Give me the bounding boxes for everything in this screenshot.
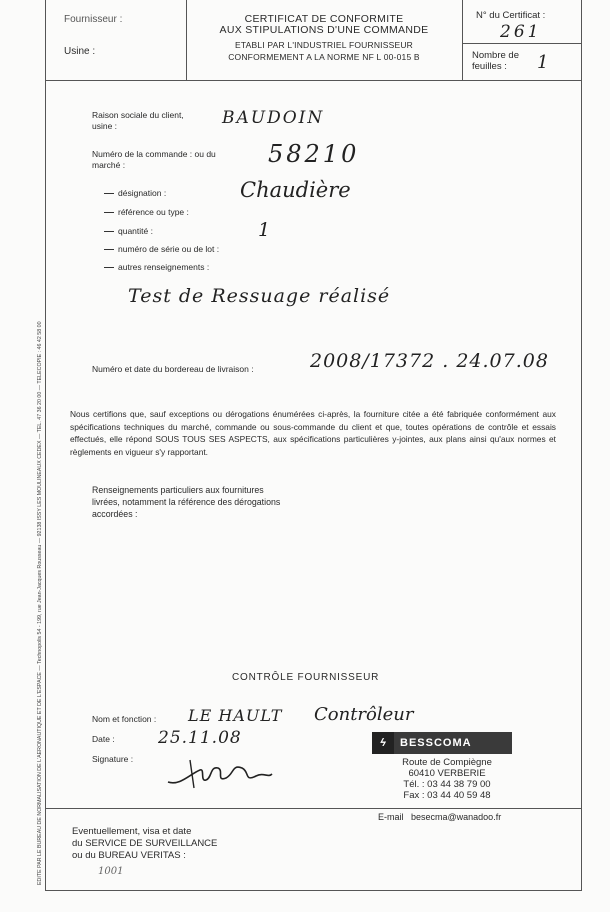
footer-scribble: 1001 <box>98 866 124 877</box>
signature-label: Signature : <box>92 754 134 764</box>
side-publisher-text: EDITE PAR LE BUREAU DE NORMALISATION DE L'AERONAUTIQUE ET DE L'ESPACE — Technopolis 54 - 199, rue Jean-Jacques Rousseau — 92138 ISSY LES MOULINEAUX CEDEX — TEL. 47 36 20 00 — TELECOPIE : 46 42 58 00 <box>37 321 43 885</box>
nom-label: Nom et fonction : <box>92 714 157 724</box>
quantite-value: 1 <box>258 219 271 241</box>
header-bottom-line <box>45 80 582 81</box>
signature-mark <box>160 752 280 797</box>
dash-mark <box>104 193 114 194</box>
numero-serie-label: numéro de série ou de lot : <box>118 244 220 254</box>
autres-value: Test de Ressuage réalisé <box>128 285 391 307</box>
certificate-subtitle <box>188 39 460 63</box>
bolt-icon: ϟ <box>372 732 394 754</box>
title-line-3: ETABLI PAR L'INDUSTRIEL FOURNISSEUR <box>234 40 414 50</box>
title-line-1: CERTIFICAT DE CONFORMITE <box>244 13 404 25</box>
designation-row <box>104 188 166 199</box>
footer-line-1: Eventuellement, visa et date <box>72 826 192 837</box>
title-line-2: AUX STIPULATIONS D'UNE COMMANDE <box>219 24 429 36</box>
cert-no-value: 261 <box>500 22 542 42</box>
header-divider-3 <box>462 43 582 44</box>
footer-visa <box>72 826 217 862</box>
header-divider-2 <box>462 0 463 80</box>
page-bottom-line <box>45 890 582 891</box>
fonction-value: Contrôleur <box>314 704 414 725</box>
right-border <box>581 0 582 890</box>
company-fax: Fax : 03 44 40 59 48 <box>403 790 491 801</box>
fournisseur-label: Fournisseur : <box>64 14 123 25</box>
address-line-2: 60410 VERBERIE <box>408 768 486 779</box>
date-value: 25.11.08 <box>158 728 242 748</box>
certificate-title <box>188 14 460 36</box>
dash-mark <box>104 212 114 213</box>
signature-scribble-icon <box>160 752 280 792</box>
designation-value: Chaudière <box>240 178 351 202</box>
nb-feuilles-value: 1 <box>537 52 549 73</box>
company-tel: Tél. : 03 44 38 79 00 <box>403 779 491 790</box>
date-label: Date : <box>92 734 115 744</box>
reference-row <box>104 207 189 218</box>
logo-text: BESSCOMA <box>400 737 472 749</box>
bordereau-value: 2008/17372 . 24.07.08 <box>310 350 549 372</box>
autres-row <box>104 262 209 273</box>
raison-sociale-label: Raison sociale du client, usine : <box>92 110 184 131</box>
commande-label: Numéro de la commande : ou du marché : <box>92 149 216 170</box>
designation-label: désignation : <box>118 188 167 198</box>
dash-mark <box>104 231 114 232</box>
company-address <box>392 757 502 801</box>
autres-label: autres renseignements : <box>118 262 210 272</box>
left-border <box>45 0 46 890</box>
nb-feuilles-label: Nombre de feuilles : <box>472 50 519 72</box>
footer-top-line <box>45 808 582 809</box>
controle-title: CONTRÔLE FOURNISSEUR <box>232 672 380 683</box>
reference-label: référence ou type : <box>118 207 189 217</box>
footer-line-2: du SERVICE DE SURVEILLANCE <box>72 838 218 849</box>
renseignements-label: Renseignements particuliers aux fournitures livrées, notamment la référence des dérogations accordées : <box>92 485 281 519</box>
certification-paragraph: Nous certifions que, sauf exceptions ou dérogations énumérées ci-après, la fourniture citée a été fabriquée conformément aux spécifications techniques du marché, commande ou sous-commande du client et que, toutes opérations de contrôle et essais effectués, elle répond SOUS TOUS SES ASPECTS, aux spécifications particulières y-jointes, aux plans ainsi qu'aux normes et règlements en vigueur s'y rapportant. <box>70 409 556 457</box>
cert-no-label: N° du Certificat : <box>476 10 546 21</box>
company-logo <box>372 732 512 754</box>
title-line-4: CONFORMEMENT A LA NORME NF L 00-015 B <box>228 52 420 62</box>
company-email: E-mail besecma@wanadoo.fr <box>378 812 502 822</box>
nom-value: LE HAULT <box>188 706 283 725</box>
header-divider-1 <box>186 0 187 80</box>
bordereau-label: Numéro et date du bordereau de livraison : <box>92 364 254 374</box>
address-line-1: Route de Compiègne <box>402 757 492 768</box>
quantite-label: quantité : <box>118 226 153 236</box>
usine-label: Usine : <box>64 46 96 57</box>
raison-sociale-value: BAUDOIN <box>222 108 325 128</box>
dash-mark <box>104 267 114 268</box>
footer-line-3: ou du BUREAU VERITAS : <box>72 850 186 861</box>
numero-serie-row <box>104 244 219 255</box>
dash-mark <box>104 249 114 250</box>
quantite-row <box>104 226 153 237</box>
commande-value: 58210 <box>268 140 360 168</box>
